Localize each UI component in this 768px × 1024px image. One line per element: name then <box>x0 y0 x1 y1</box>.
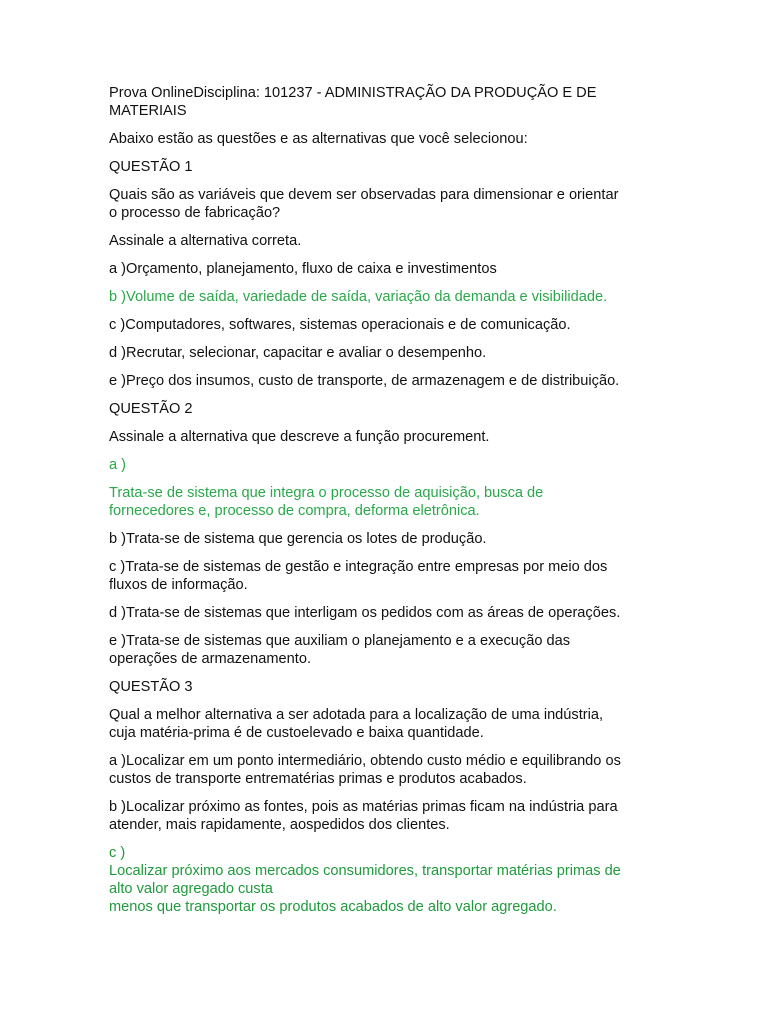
document-title: Prova OnlineDisciplina: 101237 - ADMINISTRAÇÃO DA PRODUÇÃO E DE MATERIAIS <box>109 85 597 119</box>
question-2-option-e: e )Trata-se de sistemas que auxiliam o planejamento e a execução das operações de armazenamento. <box>109 633 571 667</box>
question-2-option-a-selected: Trata-se de sistema que integra o processo de aquisição, busca de fornecedores e, processo de compra, deforma eletrônica. <box>109 485 544 519</box>
question-1-text: Quais são as variáveis que devem ser observadas para dimensionar e orientar o processo de fabricação? <box>109 187 619 221</box>
question-2-text: Assinale a alternativa que descreve a função procurement. <box>109 429 490 445</box>
question-1-option-e: e )Preço dos insumos, custo de transporte, de armazenagem e de distribuição. <box>109 373 620 389</box>
question-1-heading: QUESTÃO 1 <box>109 159 193 175</box>
document-page <box>109 84 669 916</box>
question-3-option-b: b )Localizar próximo as fontes, pois as matérias primas ficam na indústria para atender, mais rapidamente, aospedidos dos clientes. <box>109 799 618 833</box>
question-2-option-c: c )Trata-se de sistemas de gestão e integração entre empresas por meio dos fluxos de informação. <box>109 559 608 593</box>
question-1-instruction: Assinale a alternativa correta. <box>109 233 302 249</box>
question-2-option-d: d )Trata-se de sistemas que interligam os pedidos com as áreas de operações. <box>109 605 621 621</box>
question-1-option-b-selected: b )Volume de saída, variedade de saída, variação da demanda e visibilidade. <box>109 289 608 305</box>
question-2-heading: QUESTÃO 2 <box>109 401 193 417</box>
question-2-option-b: b )Trata-se de sistema que gerencia os lotes de produção. <box>109 531 487 547</box>
question-3-option-a: a )Localizar em um ponto intermediário, obtendo custo médio e equilibrando os custos de transporte entrematérias primas e produtos acabados. <box>109 753 621 787</box>
question-1-option-c: c )Computadores, softwares, sistemas operacionais e de comunicação. <box>109 317 571 333</box>
question-3-option-c-label: c ) <box>109 845 126 861</box>
question-3-text: Qual a melhor alternativa a ser adotada para a localização de uma indústria, cuja matéria-prima é de custoelevado e baixa quantidade. <box>109 707 604 741</box>
question-1-option-d: d )Recrutar, selecionar, capacitar e avaliar o desempenho. <box>109 345 487 361</box>
question-3-heading: QUESTÃO 3 <box>109 679 193 695</box>
question-1-option-a: a )Orçamento, planejamento, fluxo de caixa e investimentos <box>109 261 497 277</box>
question-3-option-c-selected: Localizar próximo aos mercados consumidores, transportar matérias primas de alto valor agregado custa menos que transportar os produtos acabados de alto valor agregado. <box>109 863 621 915</box>
question-2-option-a-label: a ) <box>109 457 127 473</box>
document-intro: Abaixo estão as questões e as alternativas que você selecionou: <box>109 131 528 147</box>
